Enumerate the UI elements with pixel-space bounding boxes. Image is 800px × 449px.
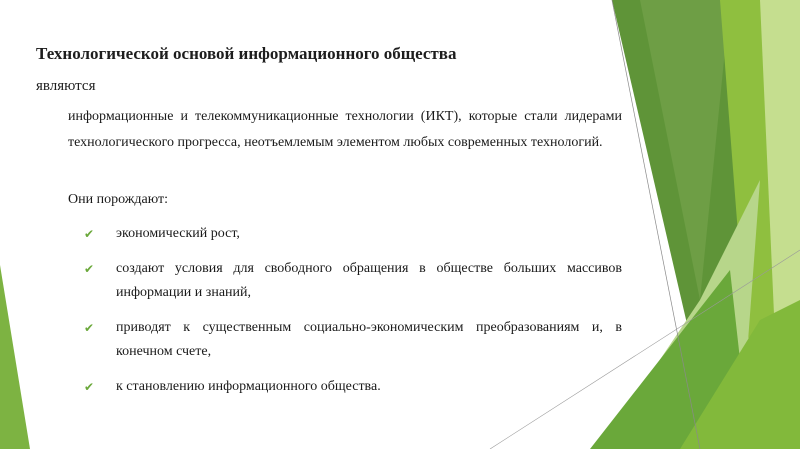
- list-item-text: экономический рост,: [116, 226, 240, 241]
- slide-title: Технологической основой информационного общества: [36, 44, 457, 63]
- list-item-text: к становлению информационного общества.: [116, 379, 381, 394]
- left-green-shape: [0, 265, 30, 449]
- bullet-list: [84, 222, 622, 399]
- list-item: [84, 257, 622, 305]
- list-item-text: создают условия для свободного обращения в обществе больших массивов информации и знаний,: [116, 261, 622, 300]
- list-item: [84, 375, 622, 399]
- list-item: [84, 222, 622, 246]
- slide-subtitle: являются: [36, 78, 96, 94]
- check-icon: ✔: [84, 262, 95, 276]
- check-icon: ✔: [84, 380, 95, 394]
- list-item-text: приводят к существенным социально-экономическим преобразованиям и, в конечном счете,: [116, 320, 622, 359]
- check-icon: ✔: [84, 321, 95, 335]
- lead-text: Они порождают:: [68, 192, 169, 207]
- body-paragraph: информационные и телекоммуникационные технологии (ИКТ), которые стали лидерами технологического прогресса, неотъемлемым элементом любых современных технологий.: [68, 109, 622, 150]
- list-item: [84, 316, 622, 364]
- check-icon: ✔: [84, 227, 95, 241]
